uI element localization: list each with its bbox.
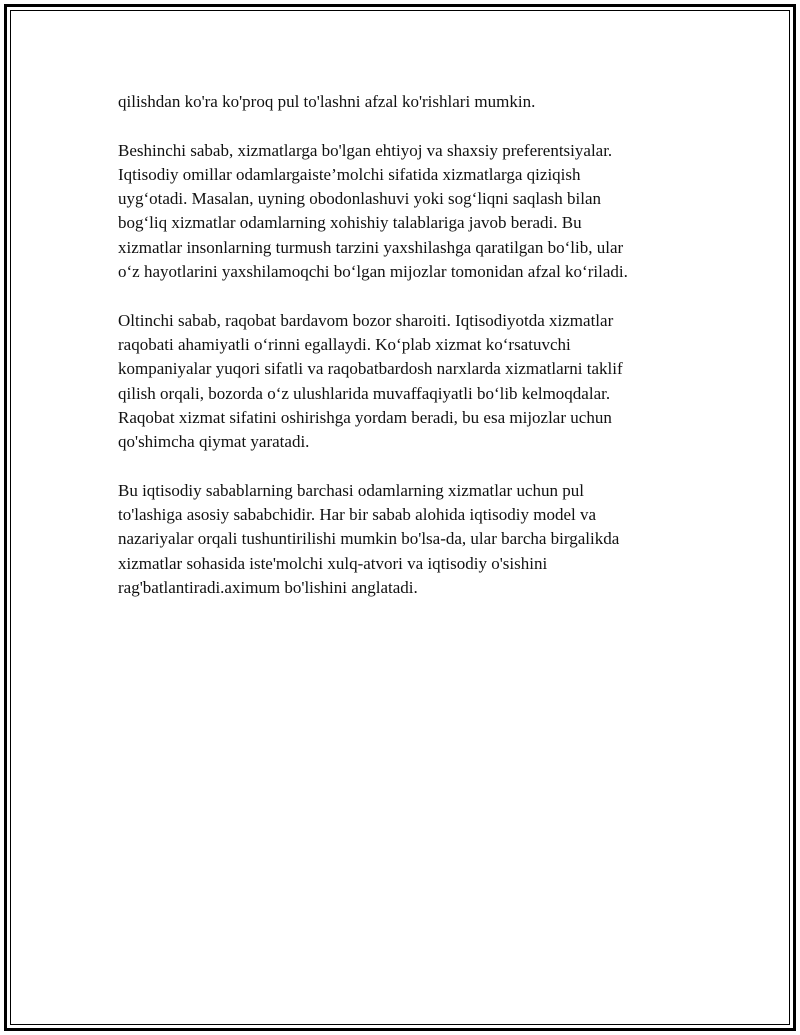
text-line: nazariyalar orqali tushuntirilishi mumkin bo'lsa-da, ular barcha birgalikda (118, 529, 620, 549)
text-line: Raqobat xizmat sifatini oshirishga yordam beradi, bu esa mijozlar uchun (118, 407, 612, 427)
text-line: qilish orqali, bozorda o‘z ulushlarida muvaffaqiyatli bo‘lib kelmoqdalar. (118, 383, 611, 403)
text-line: o‘z hayotlarini yaxshilamoqchi bo‘lgan mijozlar tomonidan afzal ko‘riladi. (118, 262, 628, 282)
paragraph-continuation (118, 90, 678, 114)
document-body (118, 90, 678, 625)
text-line: rag'batlantiradi.aximum bo'lishini anglatadi. (118, 577, 418, 597)
text-line: Beshinchi sabab, xizmatlarga bo'lgan ehtiyoj va shaxsiy preferentsiyalar. (118, 140, 613, 160)
text-line: bog‘liq xizmatlar odamlarning xohishiy talablariga javob beradi. Bu (118, 213, 582, 233)
paragraph-conclusion (118, 479, 678, 600)
text-line: kompaniyalar yuqori sifatli va raqobatbardosh narxlarda xizmatlarni taklif (118, 359, 623, 379)
text-line: raqobati ahamiyatli o‘rinni egallaydi. Ko‘plab xizmat ko‘rsatuvchi (118, 334, 571, 354)
text-line: uyg‘otadi. Masalan, uyning obodonlashuvi yoki sog‘liqni saqlash bilan (118, 189, 602, 209)
text-line: to'lashiga asosiy sababchidir. Har bir sabab alohida iqtisodiy model va (118, 505, 597, 525)
text-line: Oltinchi sabab, raqobat bardavom bozor sharoiti. Iqtisodiyotda xizmatlar (118, 310, 614, 330)
paragraph-fifth-reason (118, 139, 678, 285)
paragraph-sixth-reason (118, 309, 678, 455)
text-line: xizmatlar insonlarning turmush tarzini yaxshilashga qaratilgan bo‘lib, ular (118, 237, 624, 257)
text-line: qilishdan ko'ra ko'proq pul to'lashni afzal ko'rishlari mumkin. (118, 92, 536, 111)
text-line: Iqtisodiy omillar odamlargaiste’molchi sifatida xizmatlarga qiziqish (118, 164, 581, 184)
text-line: qo'shimcha qiymat yaratadi. (118, 432, 310, 452)
text-line: xizmatlar sohasida iste'molchi xulq-atvori va iqtisodiy o'sishini (118, 553, 548, 573)
text-line: Bu iqtisodiy sabablarning barchasi odamlarning xizmatlar uchun pul (118, 480, 584, 500)
